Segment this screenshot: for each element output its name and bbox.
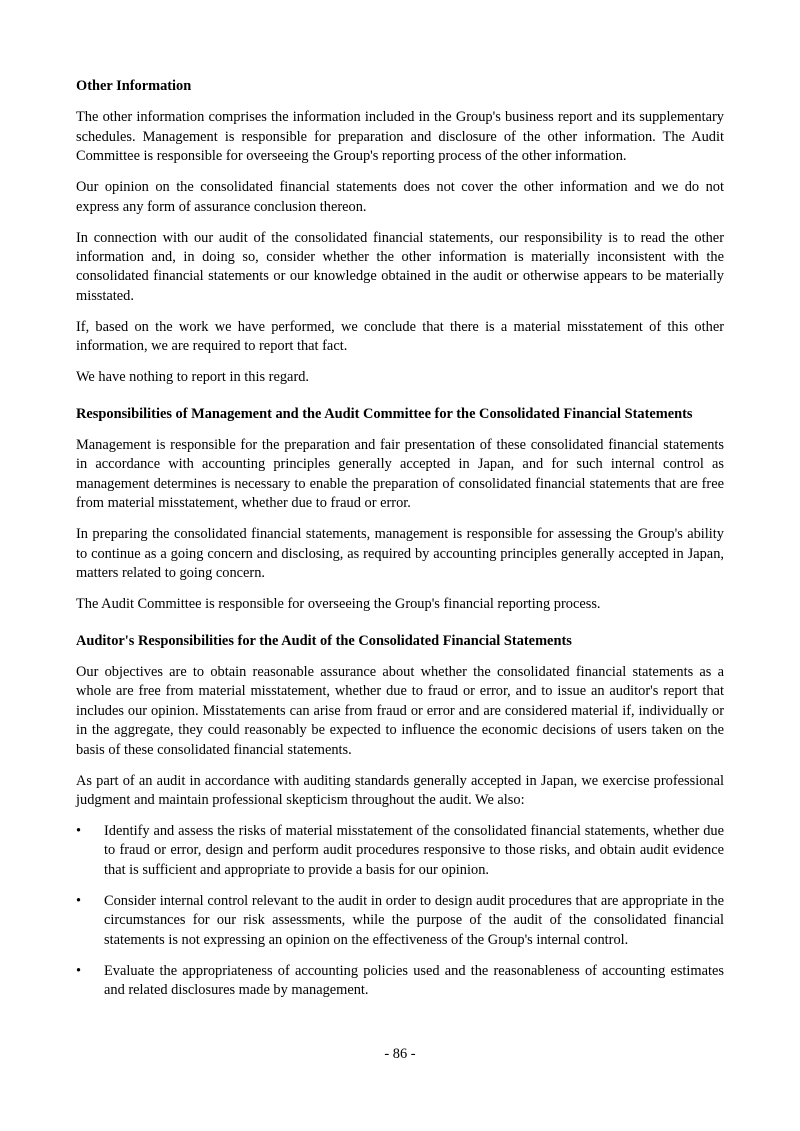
- bullet-icon: •: [76, 822, 82, 839]
- paragraph: In preparing the consolidated financial statements, management is responsible for assessing the Group's ability to continue as a going concern and disclosing, as required by accounting principles generally accepted in Japan, matters related to going concern.: [76, 526, 724, 582]
- list-item-text: Identify and assess the risks of material misstatement of the consolidated financial statements, whether due to fraud or error, design and perform audit procedures responsive to those risks, and obtain audit evidence that is sufficient and appropriate to provide a basis for our opinion.: [104, 822, 724, 878]
- paragraph: We have nothing to report in this regard.: [76, 369, 310, 386]
- list-item: [76, 962, 724, 1001]
- section-heading: Other Information: [76, 78, 192, 94]
- section-management-responsibilities: [76, 405, 724, 615]
- list-item-text: Consider internal control relevant to the audit in order to design audit procedures that are appropriate in the circumstances for our risk assessments, while the purpose of the audit of the consolidated financial statements is not expressing an opinion on the effectiveness of the Group's internal control.: [104, 892, 724, 948]
- page-number: - 86 -: [384, 1046, 416, 1062]
- document-page: [76, 77, 724, 1012]
- bullet-icon: •: [76, 892, 82, 909]
- paragraph: If, based on the work we have performed, we conclude that there is a material misstatement of this other information, we are required to report that fact.: [76, 318, 724, 355]
- list-item-text: Evaluate the appropriateness of accounting policies used and the reasonableness of accounting estimates and related disclosures made by management.: [104, 962, 724, 998]
- bullet-list: [76, 822, 724, 1000]
- list-item: [76, 822, 724, 880]
- paragraph: The Audit Committee is responsible for overseeing the Group's financial reporting process.: [76, 596, 601, 613]
- section-heading: Auditor's Responsibilities for the Audit of the Consolidated Financial Statements: [76, 632, 572, 649]
- paragraph: In connection with our audit of the consolidated financial statements, our responsibility is to read the other information and, in doing so, consider whether the other information is materially inconsistent with the consolidated financial statements or our knowledge obtained in the audit or otherwise appears to be materially misstated.: [76, 229, 724, 304]
- section-other-information: [76, 77, 724, 388]
- section-auditor-responsibilities: [76, 632, 724, 1001]
- paragraph: The other information comprises the information included in the Group's business report and its supplementary schedules. Management is responsible for preparation and disclosure of the other information. The Audit Committee is responsible for overseeing the Group's reporting process of the other information.: [76, 109, 724, 165]
- section-heading: Responsibilities of Management and the Audit Committee for the Consolidated Financial Statements: [76, 405, 693, 422]
- paragraph: Our opinion on the consolidated financial statements does not cover the other information and we do not express any form of assurance conclusion thereon.: [76, 179, 724, 215]
- paragraph: As part of an audit in accordance with auditing standards generally accepted in Japan, we exercise professional judgment and maintain professional skepticism throughout the audit. We also:: [76, 772, 724, 808]
- list-item: [76, 892, 724, 950]
- bullet-icon: •: [76, 962, 82, 979]
- paragraph: Our objectives are to obtain reasonable assurance about whether the consolidated financial statements as a whole are free from material misstatement, whether due to fraud or error, and to issue an auditor's report that includes our opinion. Misstatements can arise from fraud or error and are considered material if, individually or in the aggregate, they could reasonably be expected to influence the economic decisions of users taken on the basis of these consolidated financial statements.: [76, 663, 724, 758]
- paragraph: Management is responsible for the preparation and fair presentation of these consolidated financial statements in accordance with accounting principles generally accepted in Japan, and for such internal control as management determines is necessary to enable the preparation of consolidated financial statements that are free from material misstatement, whether due to fraud or error.: [76, 437, 724, 512]
